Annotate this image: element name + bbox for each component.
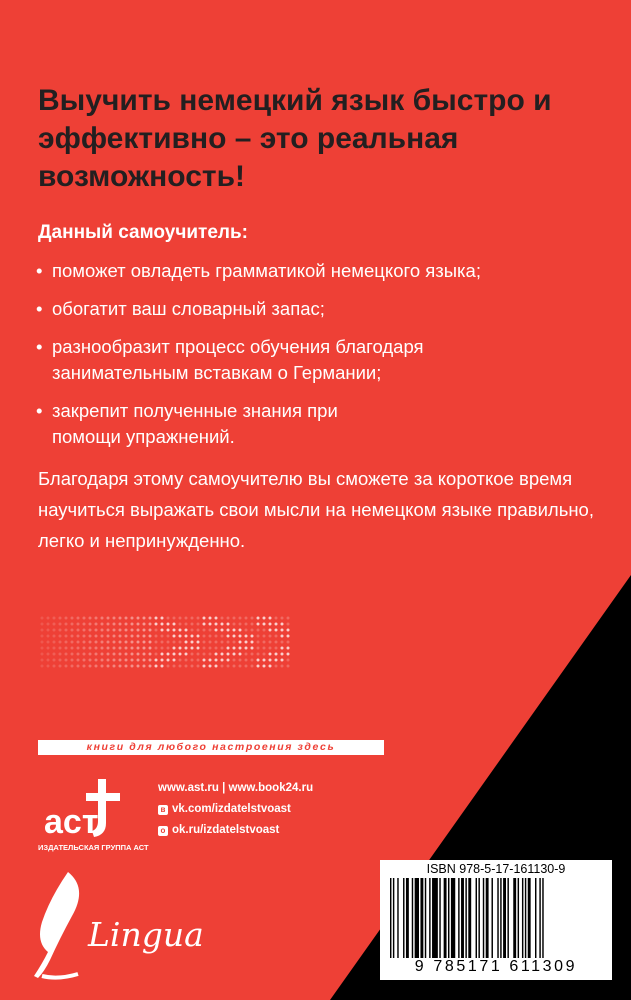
barcode <box>390 878 602 958</box>
bullet-dot: • <box>36 298 43 319</box>
tagline-banner: книги для любого настроения здесь <box>38 740 384 755</box>
isbn-barcode-box <box>380 860 612 980</box>
list-item-text: закрепит полученные знания при помощи упражнений. <box>52 400 338 447</box>
isbn-label: ISBN 978-5-17-161130-9 <box>426 862 566 876</box>
arrow-dots-decoration <box>38 612 298 676</box>
ok-link[interactable]: о ok.ru/izdatelstvoast <box>158 820 313 841</box>
isbn-digits: 9 785171 611309 <box>414 958 578 975</box>
vk-icon: в <box>158 805 168 815</box>
bullet-dot: • <box>36 336 43 357</box>
publisher-links <box>158 778 313 841</box>
list-item <box>36 296 606 322</box>
bullet-dot: • <box>36 400 43 421</box>
intro-label: Данный самоучитель: <box>38 222 248 243</box>
list-item-text: обогатит ваш словарный запас; <box>52 298 325 319</box>
vk-link[interactable]: в vk.com/izdatelstvoast <box>158 799 313 820</box>
list-item-text: разнообразит процесс обучения благодаря занимательным вставкам о Германии; <box>52 336 424 383</box>
ok-icon: о <box>158 826 168 836</box>
publisher-name: ИЗДАТЕЛЬСКАЯ ГРУППА АСТ <box>38 843 149 852</box>
websites-link[interactable]: www.ast.ru | www.book24.ru <box>158 782 314 794</box>
list-item <box>36 334 522 386</box>
list-item-text: поможет овладеть грамматикой немецкого языка; <box>52 260 481 281</box>
headline: Выучить немецкий язык быстро и эффективно – это реальная возможность! <box>38 84 552 193</box>
list-item <box>36 398 382 450</box>
list-item <box>36 258 606 284</box>
feature-list <box>36 258 606 462</box>
description-paragraph: Благодаря этому самоучителю вы сможете за короткое время научиться выражать свои мысли на немецком языке правильно, легко и непринужденно. <box>38 468 594 551</box>
ast-logo-text: аст <box>44 803 99 841</box>
ast-logo-icon <box>40 775 130 843</box>
bullet-dot: • <box>36 260 43 281</box>
series-logo: Lingua <box>88 915 204 954</box>
